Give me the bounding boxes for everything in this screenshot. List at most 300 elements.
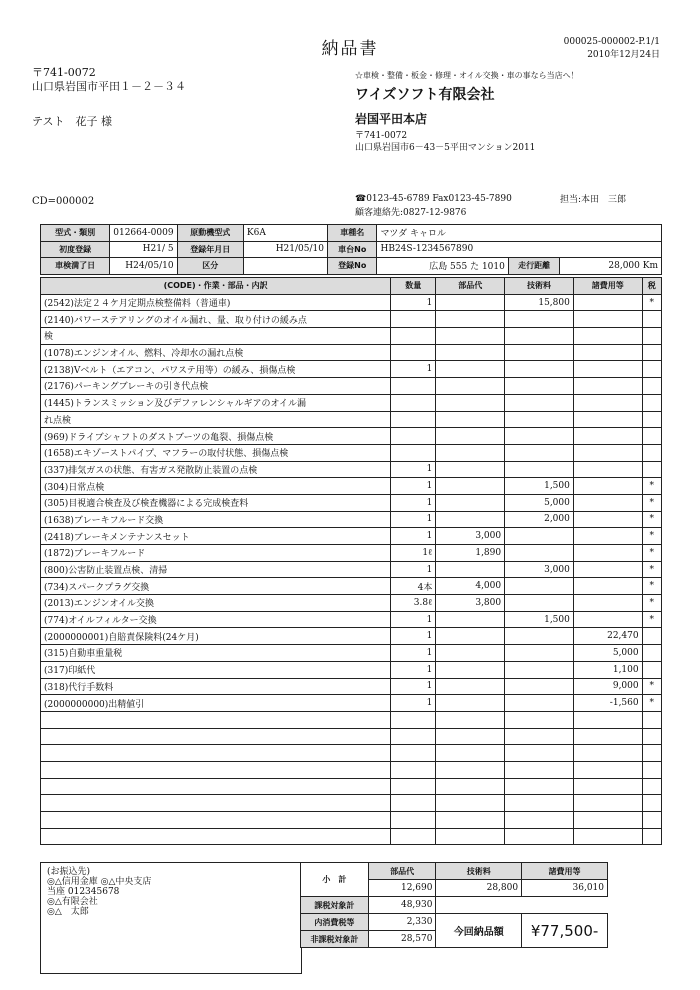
item-labor-cell xyxy=(505,545,574,562)
item-labor-cell xyxy=(505,828,574,845)
customer-name: テスト 花子 様 xyxy=(32,115,113,128)
shop-company-name: ワイズソフト有限会社 xyxy=(355,87,495,103)
item-parts-cell xyxy=(436,695,505,712)
item-tax-cell: * xyxy=(642,595,661,612)
item-labor-cell xyxy=(505,728,574,745)
item-labor-cell: 1,500 xyxy=(505,478,574,495)
table-row xyxy=(41,411,662,428)
customer-address: 山口県岩国市平田１－２－３４ xyxy=(32,80,186,93)
totals-table xyxy=(300,862,608,948)
item-desc-cell: (1638)ブレーキフルード交換 xyxy=(41,511,391,528)
item-misc-cell xyxy=(573,494,642,511)
item-parts-cell xyxy=(436,511,505,528)
item-misc-cell xyxy=(573,328,642,345)
item-misc-cell xyxy=(573,511,642,528)
item-misc-cell: 5,000 xyxy=(573,645,642,662)
table-row xyxy=(41,394,662,411)
item-parts-cell xyxy=(436,611,505,628)
item-tax-cell: * xyxy=(642,511,661,528)
table-row xyxy=(41,745,662,762)
item-tax-cell xyxy=(642,795,661,812)
item-qty-cell: 1 xyxy=(391,478,436,495)
item-parts-cell xyxy=(436,828,505,845)
item-tax-cell xyxy=(642,812,661,829)
item-qty-cell: 1 xyxy=(391,528,436,545)
staff-name: 担当:本田 三郎 xyxy=(560,195,627,205)
shop-postal: 〒741-0072 xyxy=(355,131,408,141)
item-misc-cell xyxy=(573,428,642,445)
item-parts-cell xyxy=(436,812,505,829)
item-labor-cell xyxy=(505,812,574,829)
item-parts-cell xyxy=(436,461,505,478)
item-desc-cell: (1078)エンジンオイル、燃料、冷却水の漏れ点検 xyxy=(41,344,391,361)
item-misc-cell xyxy=(573,711,642,728)
item-misc-cell: 9,000 xyxy=(573,678,642,695)
item-tax-cell: * xyxy=(642,695,661,712)
item-misc-cell xyxy=(573,411,642,428)
totals-blank xyxy=(436,897,608,914)
item-labor-cell xyxy=(505,745,574,762)
shop-contact xyxy=(355,192,512,220)
plate-label: 登録No xyxy=(327,258,377,275)
vehicle-row xyxy=(41,241,662,258)
item-misc-cell xyxy=(573,778,642,795)
item-qty-cell xyxy=(391,711,436,728)
item-labor-cell: 1,500 xyxy=(505,611,574,628)
table-row xyxy=(41,361,662,378)
class-label: 区分 xyxy=(177,258,243,275)
col-desc-header: (CODE)・作業・部品・内訳 xyxy=(41,278,391,295)
table-row xyxy=(41,678,662,695)
item-parts-cell xyxy=(436,561,505,578)
labor-total-value: 28,800 xyxy=(436,880,522,897)
item-qty-cell xyxy=(391,311,436,328)
table-row xyxy=(41,761,662,778)
item-desc-cell: (2418)ブレーキメンテナンスセット xyxy=(41,528,391,545)
item-misc-cell xyxy=(573,444,642,461)
item-desc-cell xyxy=(41,745,391,762)
item-desc-cell: (774)オイルフィルター交換 xyxy=(41,611,391,628)
customer-contact: 顧客連絡先:0827-12-9876 xyxy=(355,208,467,218)
table-row xyxy=(41,294,662,311)
item-tax-cell: * xyxy=(642,294,661,311)
item-misc-cell xyxy=(573,611,642,628)
bank-line: (お振込先) xyxy=(47,867,91,877)
item-qty-cell xyxy=(391,378,436,395)
item-qty-cell xyxy=(391,812,436,829)
item-labor-cell xyxy=(505,578,574,595)
table-row xyxy=(41,795,662,812)
item-tax-cell xyxy=(642,411,661,428)
item-qty-cell xyxy=(391,795,436,812)
table-row xyxy=(41,778,662,795)
mileage-value: 28,000 Km xyxy=(560,258,662,275)
item-labor-cell xyxy=(505,528,574,545)
shop-address-block xyxy=(355,130,579,154)
engine-label: 原動機型式 xyxy=(177,225,243,242)
item-misc-cell xyxy=(573,828,642,845)
bank-line: 当座 012345678 xyxy=(47,887,120,897)
item-desc-cell: (800)公害防止装置点検、清掃 xyxy=(41,561,391,578)
item-tax-cell xyxy=(642,428,661,445)
item-labor-cell xyxy=(505,645,574,662)
item-qty-cell xyxy=(391,344,436,361)
table-row xyxy=(41,661,662,678)
item-misc-cell xyxy=(573,545,642,562)
table-row xyxy=(41,378,662,395)
item-tax-cell xyxy=(642,361,661,378)
item-qty-cell: 1 xyxy=(391,645,436,662)
item-parts-cell: 4,000 xyxy=(436,578,505,595)
item-qty-cell: 1 xyxy=(391,678,436,695)
item-labor-cell xyxy=(505,661,574,678)
item-misc-cell: 22,470 xyxy=(573,628,642,645)
item-tax-cell: * xyxy=(642,578,661,595)
item-desc-cell xyxy=(41,795,391,812)
engine-value: K6A xyxy=(243,225,327,242)
item-labor-cell xyxy=(505,344,574,361)
parts-total-label: 部品代 xyxy=(368,863,436,880)
item-parts-cell xyxy=(436,344,505,361)
item-misc-cell xyxy=(573,812,642,829)
item-misc-cell xyxy=(573,728,642,745)
item-labor-cell: 2,000 xyxy=(505,511,574,528)
item-parts-cell xyxy=(436,678,505,695)
subtotal-label: 小 計 xyxy=(301,863,369,897)
item-desc-cell: (2176)パーキングブレーキの引き代点検 xyxy=(41,378,391,395)
grand-total-label: 今回納品額 xyxy=(436,914,522,948)
item-labor-cell xyxy=(505,328,574,345)
item-misc-cell xyxy=(573,595,642,612)
item-parts-cell xyxy=(436,428,505,445)
item-tax-cell: * xyxy=(642,611,661,628)
item-qty-cell: 1ℓ xyxy=(391,545,436,562)
item-desc-cell: (969)ドライブシャフトのダストブーツの亀裂、損傷点検 xyxy=(41,428,391,445)
table-row xyxy=(41,494,662,511)
inspection-value: H24/05/10 xyxy=(110,258,177,275)
table-row xyxy=(41,528,662,545)
item-qty-cell: 1 xyxy=(391,611,436,628)
item-desc-cell: (1658)エキゾーストパイプ、マフラーの取付状態、損傷点検 xyxy=(41,444,391,461)
item-qty-cell xyxy=(391,745,436,762)
item-desc-cell xyxy=(41,761,391,778)
item-tax-cell xyxy=(642,311,661,328)
table-row xyxy=(41,728,662,745)
item-misc-cell xyxy=(573,578,642,595)
table-row xyxy=(41,545,662,562)
item-desc-cell: (2000000000)出精値引 xyxy=(41,695,391,712)
document-date: 2010年12月24日 xyxy=(587,50,660,60)
item-tax-cell: * xyxy=(642,561,661,578)
totals-row xyxy=(301,863,608,880)
inspection-label: 車検満了日 xyxy=(41,258,110,275)
vehicle-info-table xyxy=(40,224,662,275)
tax-label: 内消費税等 xyxy=(301,914,369,931)
item-qty-cell xyxy=(391,428,436,445)
table-row xyxy=(41,511,662,528)
reg-date-value: H21/05/10 xyxy=(243,241,327,258)
vehicle-row xyxy=(41,258,662,275)
car-name-label: 車種名 xyxy=(327,225,377,242)
item-qty-cell xyxy=(391,778,436,795)
shop-info xyxy=(355,70,579,154)
document-number: 000025-000002-P.1/1 xyxy=(563,37,660,47)
shop-slogan: ☆車検・整備・板金・修理・オイル交換・車の事なら当店へ！ xyxy=(355,71,579,80)
item-parts-cell: 3,000 xyxy=(436,528,505,545)
item-tax-cell: * xyxy=(642,494,661,511)
item-qty-cell: 1 xyxy=(391,695,436,712)
item-misc-cell xyxy=(573,311,642,328)
col-qty-header: 数量 xyxy=(391,278,436,295)
item-qty-cell: 1 xyxy=(391,461,436,478)
table-row xyxy=(41,628,662,645)
item-labor-cell xyxy=(505,461,574,478)
table-row xyxy=(41,695,662,712)
item-parts-cell xyxy=(436,661,505,678)
item-qty-cell xyxy=(391,394,436,411)
col-misc-header: 諸費用等 xyxy=(573,278,642,295)
item-parts-cell xyxy=(436,628,505,645)
item-labor-cell: 15,800 xyxy=(505,294,574,311)
item-parts-cell xyxy=(436,728,505,745)
item-qty-cell: 1 xyxy=(391,561,436,578)
item-parts-cell: 3,800 xyxy=(436,595,505,612)
item-misc-cell xyxy=(573,294,642,311)
table-row xyxy=(41,444,662,461)
mileage-label: 走行距離 xyxy=(508,258,560,275)
col-tax-header: 税 xyxy=(642,278,661,295)
item-labor-cell xyxy=(505,761,574,778)
item-qty-cell xyxy=(391,328,436,345)
item-qty-cell: 1 xyxy=(391,511,436,528)
item-tax-cell xyxy=(642,711,661,728)
items-table xyxy=(40,277,662,845)
item-desc-cell: (315)自動車重量税 xyxy=(41,645,391,662)
customer-code: CD=000002 xyxy=(32,196,95,207)
plate-value: 広島 555 た 1010 xyxy=(377,258,508,275)
item-labor-cell xyxy=(505,378,574,395)
items-body xyxy=(41,294,662,845)
item-misc-cell: -1,560 xyxy=(573,695,642,712)
item-misc-cell xyxy=(573,478,642,495)
item-qty-cell xyxy=(391,761,436,778)
item-misc-cell xyxy=(573,561,642,578)
item-tax-cell: * xyxy=(642,478,661,495)
item-desc-cell: (305)目視適合検査及び検査機器による完成検査料 xyxy=(41,494,391,511)
item-parts-cell xyxy=(436,494,505,511)
item-misc-cell: 1,100 xyxy=(573,661,642,678)
item-desc-cell xyxy=(41,828,391,845)
bank-line: ◎△ 太郎 xyxy=(47,907,89,917)
taxable-label: 課税対象計 xyxy=(301,897,369,914)
table-row xyxy=(41,344,662,361)
table-row xyxy=(41,428,662,445)
misc-total-value: 36,010 xyxy=(522,880,608,897)
shop-address: 山口県岩国市6－43－5平田マンション2011 xyxy=(355,143,536,153)
item-parts-cell xyxy=(436,478,505,495)
model-type-label: 型式・類別 xyxy=(41,225,110,242)
col-parts-header: 部品代 xyxy=(436,278,505,295)
item-labor-cell xyxy=(505,628,574,645)
item-parts-cell xyxy=(436,745,505,762)
table-row xyxy=(41,595,662,612)
item-desc-cell: (2013)エンジンオイル交換 xyxy=(41,595,391,612)
item-desc-cell: (2140)パワーステアリングのオイル漏れ、量、取り付けの緩み点 xyxy=(41,311,391,328)
item-labor-cell: 3,000 xyxy=(505,561,574,578)
table-row xyxy=(41,328,662,345)
item-labor-cell xyxy=(505,595,574,612)
item-tax-cell xyxy=(642,344,661,361)
reg-date-label: 登録年月日 xyxy=(177,241,243,258)
item-tax-cell xyxy=(642,394,661,411)
parts-total-value: 12,690 xyxy=(368,880,436,897)
item-tax-cell xyxy=(642,778,661,795)
nontaxable-value: 28,570 xyxy=(368,931,436,948)
document-header-info xyxy=(564,36,660,62)
totals-row xyxy=(301,914,608,931)
item-desc-cell xyxy=(41,778,391,795)
item-desc-cell: (734)スパークプラグ交換 xyxy=(41,578,391,595)
item-qty-cell: 1 xyxy=(391,661,436,678)
item-desc-cell: れ点検 xyxy=(41,411,391,428)
table-row xyxy=(41,828,662,845)
chassis-value: HB24S-1234567890 xyxy=(377,241,662,258)
item-parts-cell xyxy=(436,378,505,395)
item-labor-cell xyxy=(505,678,574,695)
first-reg-value: H21/ 5 xyxy=(110,241,177,258)
table-row xyxy=(41,711,662,728)
item-labor-cell xyxy=(505,311,574,328)
item-qty-cell: 1 xyxy=(391,294,436,311)
item-desc-cell xyxy=(41,812,391,829)
item-tax-cell xyxy=(642,378,661,395)
item-labor-cell xyxy=(505,695,574,712)
chassis-label: 車台No xyxy=(327,241,377,258)
item-tax-cell xyxy=(642,628,661,645)
item-parts-cell xyxy=(436,711,505,728)
grand-total-value: ¥77,500- xyxy=(522,914,608,948)
item-tax-cell xyxy=(642,745,661,762)
item-tax-cell: * xyxy=(642,528,661,545)
item-desc-cell: 検 xyxy=(41,328,391,345)
item-parts-cell xyxy=(436,328,505,345)
item-tax-cell xyxy=(642,444,661,461)
model-type-value: 012664-0009 xyxy=(110,225,177,242)
nontaxable-label: 非課税対象計 xyxy=(301,931,369,948)
car-name-value: マツダ キャロル xyxy=(377,225,662,242)
bank-transfer-box xyxy=(40,862,302,974)
item-parts-cell xyxy=(436,361,505,378)
item-labor-cell xyxy=(505,711,574,728)
item-parts-cell xyxy=(436,411,505,428)
item-desc-cell: (318)代行手数料 xyxy=(41,678,391,695)
item-tax-cell xyxy=(642,661,661,678)
tax-value: 2,330 xyxy=(368,914,436,931)
item-parts-cell: 1,890 xyxy=(436,545,505,562)
first-reg-label: 初度登録 xyxy=(41,241,110,258)
item-qty-cell: 1 xyxy=(391,361,436,378)
item-misc-cell xyxy=(573,528,642,545)
bank-line: ◎△信用金庫 ◎△中央支店 xyxy=(47,877,152,887)
item-tax-cell: * xyxy=(642,678,661,695)
item-parts-cell xyxy=(436,394,505,411)
shop-tel-fax: ☎0123-45-6789 Fax0123-45-7890 xyxy=(355,194,512,204)
item-misc-cell xyxy=(573,461,642,478)
table-row xyxy=(41,461,662,478)
item-desc-cell: (337)排気ガスの状態、有害ガス発散防止装置の点検 xyxy=(41,461,391,478)
item-misc-cell xyxy=(573,761,642,778)
item-labor-cell xyxy=(505,394,574,411)
item-parts-cell xyxy=(436,311,505,328)
customer-postal: 〒741-0072 xyxy=(32,66,96,79)
shop-branch-name: 岩国平田本店 xyxy=(355,112,428,126)
item-misc-cell xyxy=(573,361,642,378)
item-tax-cell xyxy=(642,645,661,662)
item-desc-cell: (1445)トランスミッション及びデファレンシャルギアのオイル漏 xyxy=(41,394,391,411)
table-row xyxy=(41,561,662,578)
table-row xyxy=(41,611,662,628)
item-parts-cell xyxy=(436,778,505,795)
item-labor-cell xyxy=(505,444,574,461)
item-tax-cell: * xyxy=(642,545,661,562)
item-tax-cell xyxy=(642,828,661,845)
bank-line: ◎△有限会社 xyxy=(47,897,98,907)
item-desc-cell: (304)日常点検 xyxy=(41,478,391,495)
item-qty-cell: 1 xyxy=(391,494,436,511)
item-desc-cell: (2542)法定２４ケ月定期点検整備料（普通車) xyxy=(41,294,391,311)
col-labor-header: 技術料 xyxy=(505,278,574,295)
item-qty-cell xyxy=(391,728,436,745)
item-tax-cell xyxy=(642,328,661,345)
class-value xyxy=(243,258,327,275)
item-qty-cell: 1 xyxy=(391,628,436,645)
item-labor-cell xyxy=(505,795,574,812)
taxable-value: 48,930 xyxy=(368,897,436,914)
customer-address-block xyxy=(32,66,186,94)
item-labor-cell xyxy=(505,361,574,378)
document-title: 納品書 xyxy=(321,39,379,59)
item-qty-cell xyxy=(391,828,436,845)
item-labor-cell xyxy=(505,411,574,428)
item-misc-cell xyxy=(573,795,642,812)
item-parts-cell xyxy=(436,294,505,311)
items-header-row xyxy=(41,278,662,295)
item-desc-cell xyxy=(41,711,391,728)
item-labor-cell xyxy=(505,778,574,795)
item-desc-cell: (2000000001)自賠責保険料(24ケ月) xyxy=(41,628,391,645)
item-qty-cell xyxy=(391,411,436,428)
item-parts-cell xyxy=(436,444,505,461)
totals-row xyxy=(301,897,608,914)
item-parts-cell xyxy=(436,645,505,662)
item-misc-cell xyxy=(573,394,642,411)
item-tax-cell xyxy=(642,761,661,778)
labor-total-label: 技術料 xyxy=(436,863,522,880)
item-labor-cell xyxy=(505,428,574,445)
item-parts-cell xyxy=(436,761,505,778)
table-row xyxy=(41,478,662,495)
item-desc-cell: (2138)Vベルト（エアコン、パワステ用等）の緩み、損傷点検 xyxy=(41,361,391,378)
table-row xyxy=(41,578,662,595)
item-misc-cell xyxy=(573,745,642,762)
item-labor-cell: 5,000 xyxy=(505,494,574,511)
vehicle-row xyxy=(41,225,662,242)
item-parts-cell xyxy=(436,795,505,812)
item-tax-cell xyxy=(642,728,661,745)
table-row xyxy=(41,812,662,829)
item-qty-cell: 4本 xyxy=(391,578,436,595)
item-desc-cell: (317)印紙代 xyxy=(41,661,391,678)
